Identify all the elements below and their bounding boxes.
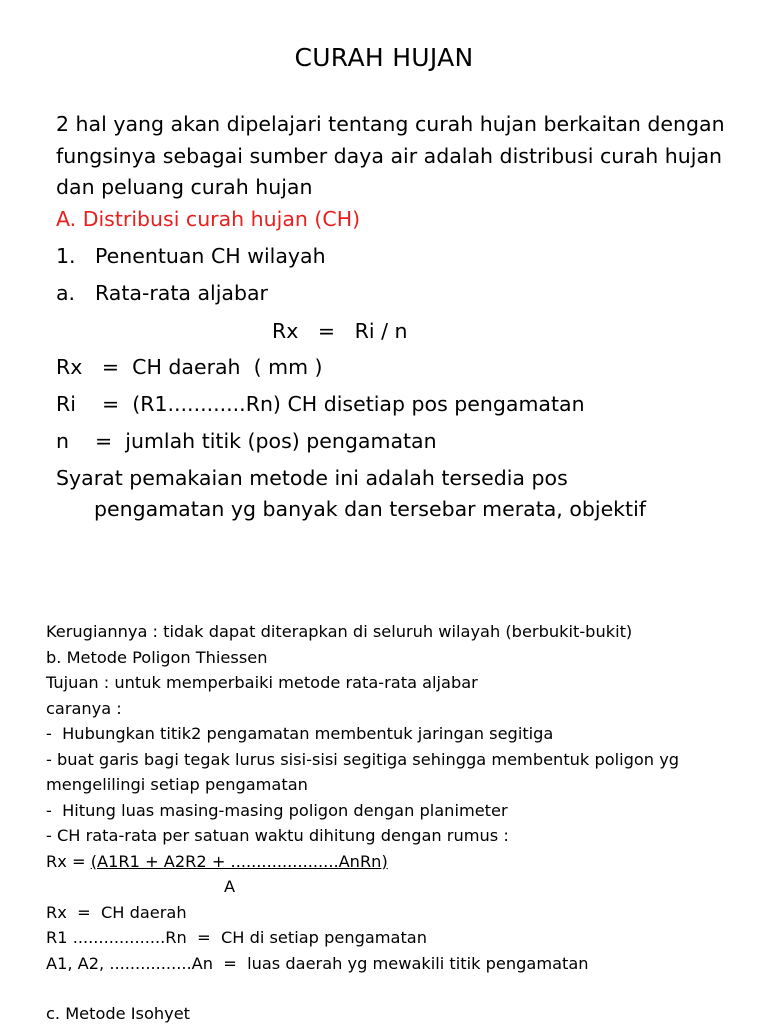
kerugian-text: Kerugiannya : tidak dapat diterapkan di seluruh wilayah (berbukit-bukit) (46, 622, 633, 641)
thiessen-def-r: R1 ..................Rn = CH di setiap pengamatan (46, 928, 427, 947)
list-item-a (56, 278, 746, 309)
formula-thiessen-denominator: A (224, 877, 236, 896)
list-item-1 (56, 241, 746, 272)
formula-thiessen-prefix: Rx = (46, 851, 91, 871)
step-4: - CH rata-rata per satuan waktu dihitung dengan rumus : (46, 826, 509, 845)
caranya-text: caranya : (46, 698, 122, 718)
list-item-a-text: Rata-rata aljabar (95, 281, 268, 305)
definition-ri: Ri = (R1............Rn) CH disetiap pos pengamatan (56, 392, 585, 416)
tujuan-text: Tujuan : untuk memperbaiki metode rata-rata aljabar (46, 673, 478, 692)
notes-section (46, 619, 756, 1027)
definition-rx: Rx = CH daerah ( mm ) (56, 355, 323, 379)
requirement-line-1: Syarat pemakaian metode ini adalah tersedia pos (56, 466, 568, 490)
list-item-1-marker: 1. (56, 244, 76, 268)
list-item-a-marker: a. (56, 281, 76, 305)
step-3: - Hitung luas masing-masing poligon dengan planimeter (46, 800, 508, 820)
definition-n: n = jumlah titik (pos) pengamatan (56, 429, 437, 453)
list-item-1-text: Penentuan CH wilayah (95, 244, 326, 268)
thiessen-def-rx: Rx = CH daerah (46, 902, 187, 922)
thiessen-def-a: A1, A2, ................An = luas daerah yg mewakili titik pengamatan (46, 953, 589, 973)
formula-thiessen (46, 849, 756, 875)
intro-paragraph: 2 hal yang akan dipelajari tentang curah hujan berkaitan dengan fungsinya sebagai sumber daya air adalah distribusi curah hujan dan peluang curah hujan (56, 112, 725, 199)
requirement-line-2: pengamatan yg banyak dan tersebar merata, objektif (94, 497, 647, 521)
slide-title: CURAH HUJAN (294, 43, 474, 72)
method-b-heading: b. Metode Poligon Thiessen (46, 647, 268, 667)
method-c-heading: c. Metode Isohyet (46, 1004, 191, 1023)
step-1: - Hubungkan titik2 pengamatan membentuk jaringan segitiga (46, 724, 554, 743)
step-2: - buat garis bagi tegak lurus sisi-sisi segitiga sehingga membentuk poligon yg mengelilingi setiap pengamatan (46, 749, 680, 794)
formula-average: Rx = Ri / n (272, 319, 408, 343)
spacer (46, 976, 756, 1001)
formula-thiessen-numerator: (A1R1 + A2R2 + .....................AnRn) (90, 851, 388, 871)
requirement-paragraph (56, 463, 756, 525)
section-a-heading: A. Distribusi curah hujan (CH) (56, 207, 361, 231)
